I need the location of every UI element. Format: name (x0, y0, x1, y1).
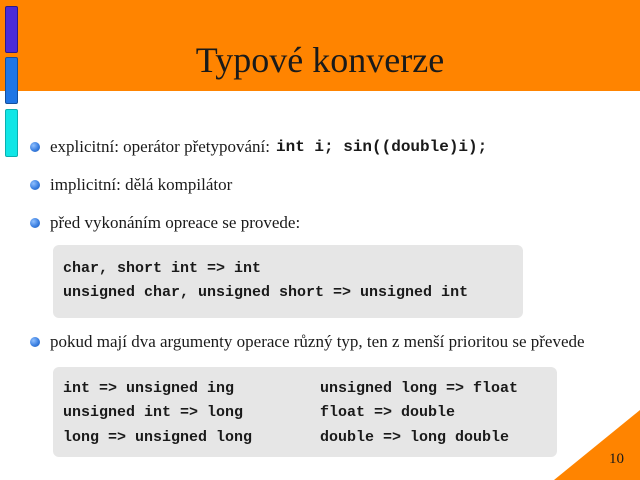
code-cell: float => double (320, 404, 456, 421)
bullet-implicit (30, 175, 232, 195)
corner-triangle (554, 410, 640, 480)
code-block-conversions (53, 367, 557, 457)
bullet-before-operation (30, 213, 300, 233)
bullet-explicit (30, 137, 487, 157)
decor-bar-cyan (5, 109, 18, 157)
code-cell: long => unsigned long (63, 429, 253, 446)
bullet-inline-code: int i; sin((double)i); (276, 138, 488, 156)
code-line: unsigned char, unsigned short => unsigned int (63, 284, 469, 301)
code-cell: unsigned int => long (63, 404, 244, 421)
page-number: 10 (609, 451, 624, 467)
bullet-text: implicitní: dělá kompilátor (50, 175, 233, 194)
code-cell: unsigned long => float (320, 380, 519, 397)
code-cell: double => long double (320, 429, 510, 446)
bullet-text: explicitní: operátor přetypování: (50, 137, 270, 156)
bullet-dot-icon (30, 337, 40, 347)
code-block-promotions (53, 245, 523, 318)
code-line: char, short int => int (63, 260, 262, 277)
slide-title: Typové konverze (195, 40, 445, 80)
bullet-different-types (30, 332, 585, 352)
bullet-dot-icon (30, 218, 40, 228)
bullet-text: pokud mají dva argumenty operace různý typ, ten z menší prioritou se převede (50, 332, 585, 351)
bullet-dot-icon (30, 180, 40, 190)
code-cell: int => unsigned ing (63, 380, 235, 397)
bullet-text: před vykonáním opreace se provede: (50, 213, 301, 232)
bullet-dot-icon (30, 142, 40, 152)
